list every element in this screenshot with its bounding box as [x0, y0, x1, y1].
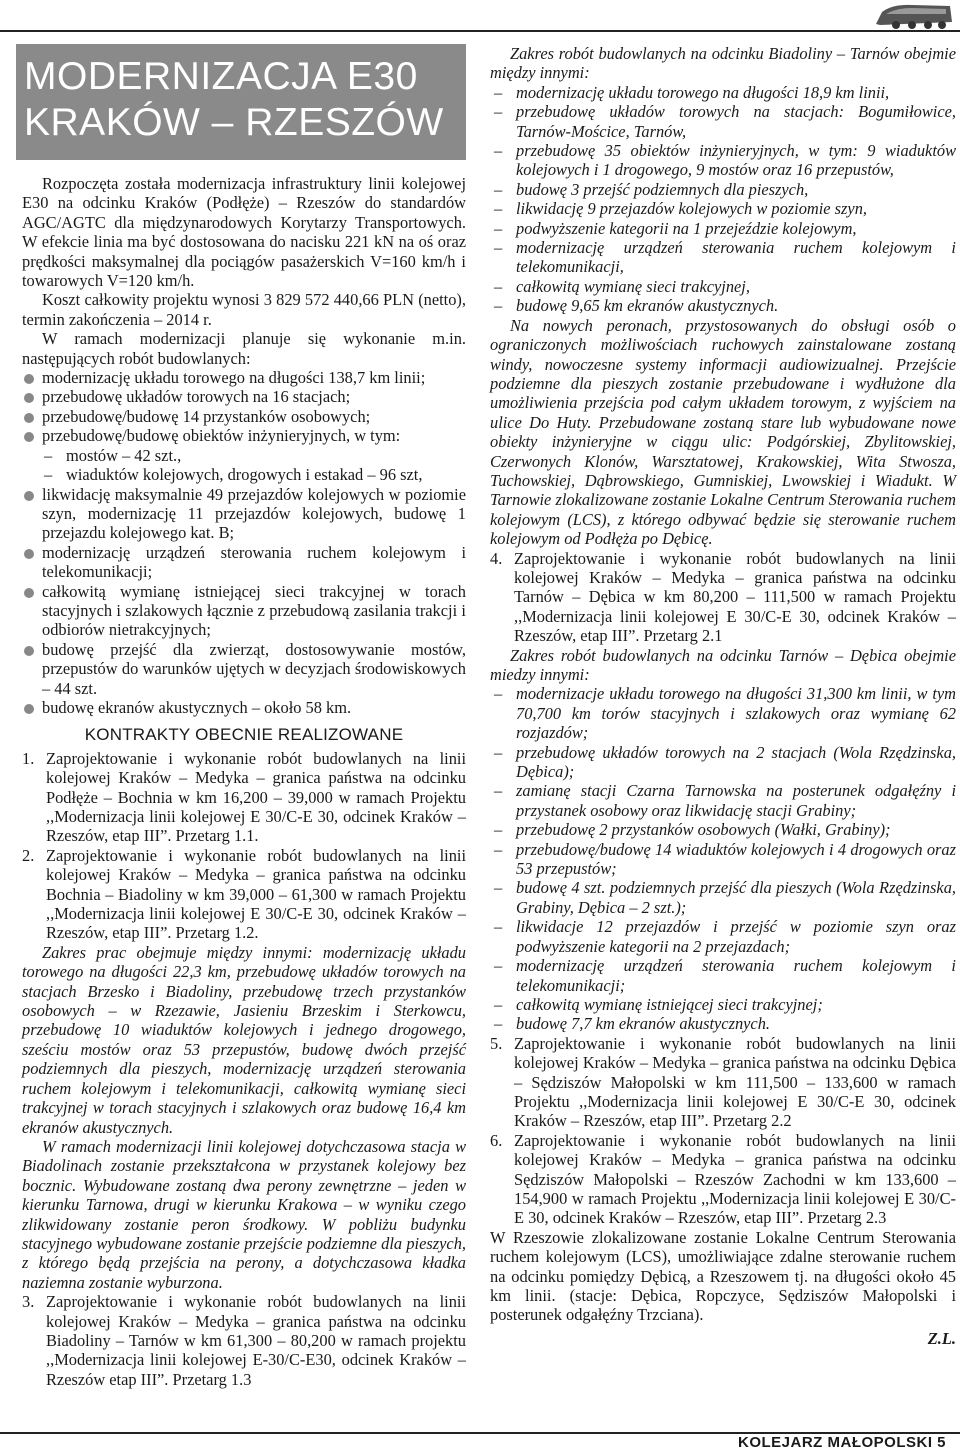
list-item: przebudowę/budowę obiektów inżynieryjnych, w tym:: [22, 426, 466, 445]
list-item: – wiaduktów kolejowych, drogowych i estakad – 96 szt,: [22, 465, 466, 484]
left-column: [22, 44, 466, 1389]
list-item: – budowę 4 szt. podziemnych przejść dla pieszych (Wola Rzędzinska, Grabiny, Dębica – 2 szt.);: [490, 878, 956, 917]
title-line-2: KRAKÓW – RZESZÓW: [24, 101, 444, 144]
list-item: – budowę 9,65 km ekranów akustycznych.: [490, 296, 956, 315]
cost-paragraph: Koszt całkowity projektu wynosi 3 829 572 440,66 PLN (netto), termin zakończenia – 2014 r.: [22, 290, 466, 329]
right-column: [490, 44, 956, 1348]
contracts-list-right-2: [490, 1034, 956, 1228]
list-item: przebudowę/budowę 14 przystanków osobowych;: [22, 407, 466, 426]
contract-1: 1. Zaprojektowanie i wykonanie robót budowlanych na linii kolejowej Kraków – Medyka – granica państwa na odcinku Podłęże – Bochnia w km 16,200 – 39,000 w ramach Projektu ,,Modernizacja linii kolejowej E 30/C-E 30, odcinek Kraków – Rzeszów, etap III”. Przetarg 1.1.: [22, 748, 466, 846]
list-item: przebudowę układów torowych na 16 stacjach;: [22, 387, 466, 406]
article-title: [16, 44, 466, 160]
contract-5: 5. Zaprojektowanie i wykonanie robót budowlanych na linii kolejowej Kraków – Medyka – granica państwa na odcinku Dębica – Sędziszów Małopolski w km 111,500 – 133,600 w ramach Projektu ,,Modernizacja linii kolejowej E 30/C-E 30, odcinek Kraków – Rzeszów, etap III”. Przetarg 2.2: [490, 1033, 956, 1131]
contract-2-scope: Zakres prac obejmuje między innymi: modernizację układu torowego na długości 22,3 km, przebudowę układów torowych na stacjach Brzesko i Biadoliny, przebudowę trzech przystanków osobowych – w Rzezawie, Jasieniu Brzeskim i Sterkowcu, przebudowę 10 wiaduktów kolejowych i jednego drogowego, sześciu mostów oraz 53 przepustów, budowę dwóch przejść podziemnych dla pieszych, modernizację urządzeń sterowania ruchem kolejowym i telekomunikacji, całkowitą wymianę sieci trakcyjnej w torach stacyjnych i szlakowych oraz budowę 16,4 km ekranów akustycznych.: [22, 942, 466, 1137]
list-item: – przebudowę układów torowych na 2 stacjach (Wola Rzędzinska, Dębica);: [490, 743, 956, 782]
list-item: – modernizację urządzeń sterowania ruchem kolejowym i telekomunikacji;: [490, 956, 956, 995]
page-footer: KOLEJARZ MAŁOPOLSKI 5: [737, 1434, 946, 1451]
contract-4: 4. Zaprojektowanie i wykonanie robót budowlanych na linii kolejowej Kraków – Medyka – granica państwa na odcinku Tarnów – Dębica w km 80,200 – 111,500 w ramach Projektu ,,Modernizacja linii kolejowej E 30/C-E 30, odcinek Kraków – Rzeszów, etap III”. Przetarg 2.1: [490, 548, 956, 646]
list-item: – przebudowę/budowę 14 wiaduktów kolejowych i 4 drogowych oraz 53 przepustów;: [490, 840, 956, 879]
list-item: modernizację układu torowego na długości 138,7 km linii;: [22, 368, 466, 387]
list-item: budowę ekranów akustycznych – około 58 km.: [22, 698, 466, 717]
closing-paragraph: W Rzeszowie zlokalizowane zostanie Lokalne Centrum Sterowania ruchem kolejowym (LCS), umożliwiające zdalne sterowanie ruchem na odcinku pomiędzy Dębicą, a Rzeszowem tj. na długości około 45 km linii. (stacje: Dębica, Ropczyce, Sędziszów Małopolski i posterunek odgałęźny Trzciana).: [490, 1227, 956, 1325]
list-item: – modernizacje układu torowego na długości 31,300 km linii, w tym 70,700 km torów stacyjnych i szlakowych oraz wymianę 62 rozjazdów;: [490, 684, 956, 742]
top-rule: [0, 30, 960, 32]
list-item: – likwidację 9 przejazdów kolejowych w poziomie szyn,: [490, 199, 956, 218]
list-item: likwidację maksymalnie 49 przejazdów kolejowych w poziomie szyn, modernizację 11 przejazdów kolejowych, budowę 1 przejazdu kolejowego kat. B;: [22, 485, 466, 543]
list-item: – podwyższenie kategorii na 1 przejeździe kolejowym,: [490, 219, 956, 238]
works-list: [22, 368, 466, 446]
contract-4-intro: Zakres robót budowlanych na odcinku Tarnów – Dębica obejmie miedzy innymi:: [490, 645, 956, 684]
contracts-list-left-2: [22, 846, 466, 943]
author-signature: Z.L.: [927, 1328, 956, 1348]
list-item: – likwidacje 12 przejazdów i przejść w poziomie szyn oraz podwyższenie kategorii na 2 przejazdach;: [490, 917, 956, 956]
contracts-list-left: [22, 749, 466, 846]
works-list-2: [22, 485, 466, 718]
intro-paragraph: Rozpoczęta została modernizacja infrastruktury linii kolejowej E30 na odcinku Kraków (Podłęże) – Rzeszów do standardów AGC/AGTC dla międzynarodowych Korytarzy Transportowych. W efekcie linia ma być dostosowana do nacisku 221 kN na oś oraz prędkości maksymalnej dla pociągów pasażerskich V=160 km/h i towarowych V=120 km/h.: [22, 174, 466, 291]
list-item: – przebudowę 2 przystanków osobowych (Wałki, Grabiny);: [490, 820, 956, 839]
list-item: – mostów – 42 szt.,: [22, 446, 466, 465]
contracts-list-left-3: [22, 1292, 466, 1389]
list-item: – budowę 7,7 km ekranów akustycznych.: [490, 1014, 956, 1033]
works-sub-list: [22, 446, 466, 485]
list-item: – całkowitą wymianę sieci trakcyjnej,: [490, 277, 956, 296]
contract-4-list: [490, 684, 956, 1033]
contract-6: 6. Zaprojektowanie i wykonanie robót budowlanych na linii kolejowej Kraków – Medyka – granica państwa na odcinku Sędziszów Małopolski – Rzeszów Zachodni w km 133,600 – 154,900 w ramach Projektu ,,Modernizacja linii kolejowej E 30/C-E 30, odcinek Kraków – Rzeszów, etap III”. Przetarg 2.3: [490, 1130, 956, 1228]
list-item: budowę przejść dla zwierząt, dostosowywanie mostów, przepustów do warunków ujętych w decyzjach środowiskowych – 44 szt.: [22, 640, 466, 698]
list-item: modernizację urządzeń sterowania ruchem kolejowym i telekomunikacji;: [22, 543, 466, 582]
section-heading: KONTRAKTY OBECNIE REALIZOWANE: [84, 725, 404, 745]
list-item: – przebudowę układów torowych na stacjach: Bogumiłowice, Tarnów-Mościce, Tarnów,: [490, 102, 956, 141]
list-item: – budowę 3 przejść podziemnych dla pieszych,: [490, 180, 956, 199]
list-item: – modernizację układu torowego na długości 18,9 km linii,: [490, 83, 956, 102]
works-intro: W ramach modernizacji planuje się wykonanie m.in. następujących robót budowlanych:: [22, 329, 466, 368]
list-item: całkowitą wymianę istniejącej sieci trakcyjnej w torach stacyjnych i szlakowych łącznie z przebudową zasilania trakcji i odbiorów nietrakcyjnych;: [22, 582, 466, 640]
contract-3: 3. Zaprojektowanie i wykonanie robót budowlanych na linii kolejowej Kraków – Medyka – granica państwa na odcinku Biadoliny – Tarnów w km 61,300 – 80,200 w ramach projektu ,,Modernizacja linii kolejowej E-30/C-E30, odcinek Kraków – Rzeszów etap III”. Przetarg 1.3: [22, 1292, 466, 1389]
list-item: – zamianę stacji Czarna Tarnowska na posterunek odgałęźny i przystanek osobowy oraz likwidację stacji Grabiny;: [490, 781, 956, 820]
locomotive-icon: [872, 0, 956, 30]
contract-3-list: [490, 83, 956, 316]
list-item: – modernizację urządzeń sterowania ruchem kolejowym i telekomunikacji,: [490, 238, 956, 277]
title-line-1: MODERNIZACJA E30: [24, 55, 418, 98]
contract-3-intro: Zakres robót budowlanych na odcinku Biadoliny – Tarnów obejmie między innymi:: [490, 44, 956, 83]
contract-2: 2. Zaprojektowanie i wykonanie robót budowlanych na linii kolejowej Kraków – Medyka – granica państwa na odcinku Bochnia – Biadoliny w km 39,000 – 61,300 w ramach Projektu ,,Modernizacja linii kolejowej E 30/C-E 30, odcinek Kraków – Rzeszów, etap III”. Przetarg 1.2.: [22, 845, 466, 943]
contract-3-platforms: Na nowych peronach, przystosowanych do obsługi osób o ograniczonych możliwościach ruchowych zainstalowane zostaną windy, nowoczesne systemy informacji audiowizualnej. Przejście podziemne dla pieszych zostanie przebudowane i wydłużone dla umożliwienia przejścia pod całym układem torowym, z wyjściem na ulice Do Huty. Przebudowane zostaną stare lub wybudowane nowe obiekty inżynieryjne w ciągu ulic: Podgórskiej, Zbylitowskiej, Czerwonych Klonów, Warsztatowej, Krakowskiej, Wita Stwosza, Tuchowskiej, Dąbrowskiego, Gumniskiej, Lwowskiej i Wiadukt. W Tarnowie zlokalizowane zostanie Lokalne Centrum Sterowania ruchem kolejowym (LCS), z którego odbywać będzie się sterowanie ruchem kolejowym od Podłęża po Dębicę.: [490, 315, 956, 549]
list-item: – przebudowę 35 obiektów inżynieryjnych, w tym: 9 wiaduktów kolejowych i 1 drogowego, 9 mostów oraz 16 przepustów,: [490, 141, 956, 180]
contract-2-biadoliny: W ramach modernizacji linii kolejowej dotychczasowa stacja w Biadolinach zostanie przekształcona w przystanek kolejowy bez bocznic. Wybudowane zostaną dwa perony zewnętrzne – jeden w kierunku Tarnowa, drugi w kierunku Krakowa – w wyniku czego zlikwidowany zostanie peron środkowy. W pobliżu budynku stacyjnego wybudowane zostanie przejście podziemne dla pieszych, z którego będą przejścia na perony, a dotychczasowa kładka naziemna zostanie wyburzona.: [22, 1136, 466, 1292]
list-item: – całkowitą wymianę istniejącej sieci trakcyjnej;: [490, 995, 956, 1014]
contracts-list-right: [490, 549, 956, 646]
